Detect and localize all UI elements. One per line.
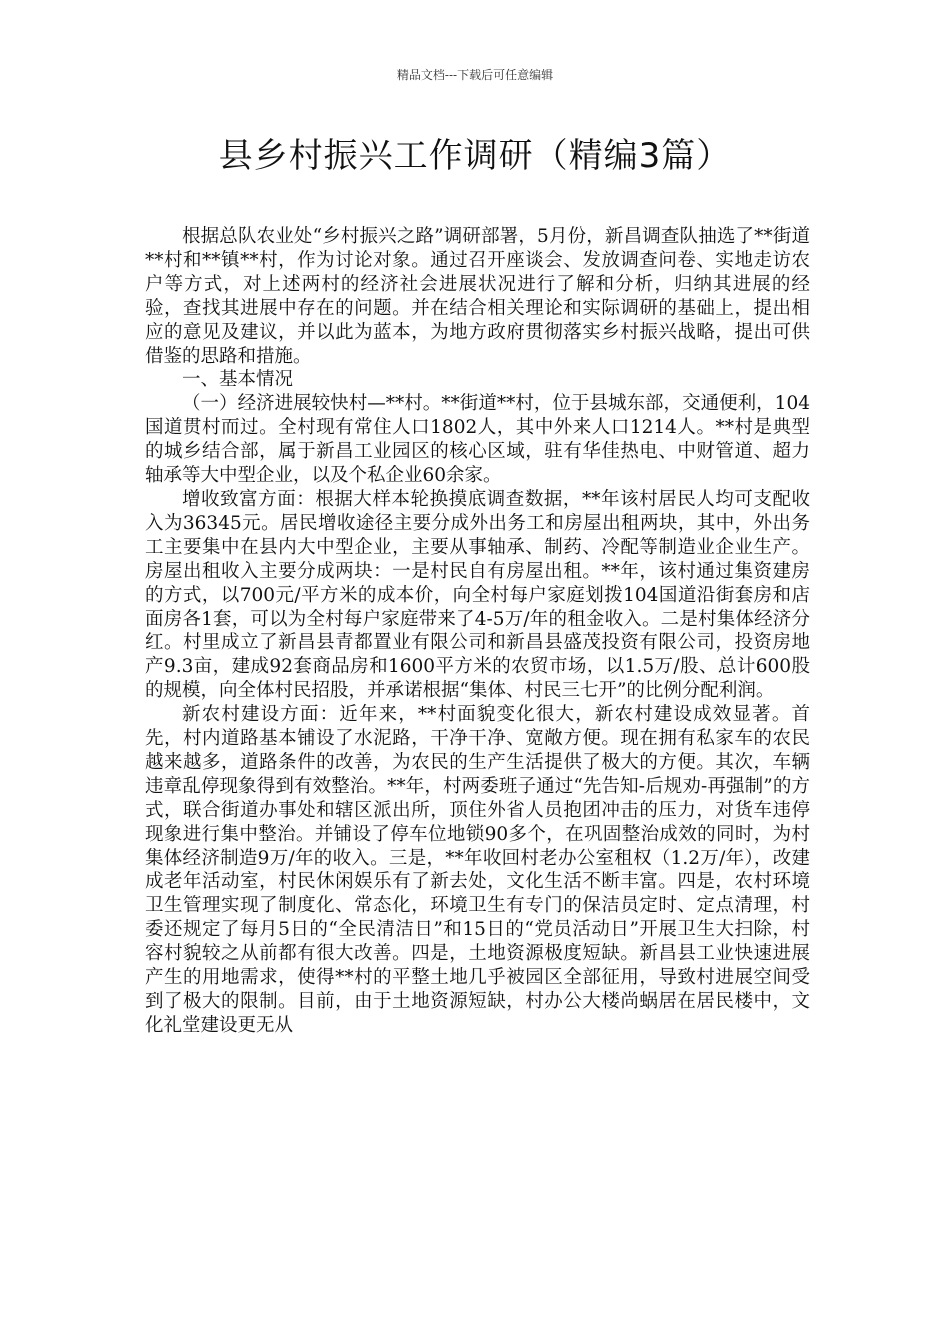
paragraph: （一）经济进展较快村—**村。**街道**村，位于县城东部，交通便利，104国道贯村而过。全村现有常住人口1802人，其中外来人口1214人。**村是典型的城乡结合部，属于新昌工业园区的核心区域，驻有华佳热电、中财管道、超力轴承等大中型企业，以及个私企业60余家。 [145, 393, 810, 487]
section-heading: 一、基本情况 [182, 369, 294, 391]
document-title: 县乡村振兴工作调研（精编3篇） [218, 136, 732, 176]
paragraph: 根据总队农业处“乡村振兴之路”调研部署，5月份，新昌调查队抽选了**街道**村和**镇**村，作为讨论对象。通过召开座谈会、发放调查问卷、实地走访农户等方式，对上述两村的经济社会进展状况进行了解和分析，归纳其进展的经验，查找其进展中存在的问题。并在结合相关理论和实际调研的基础上，提出相应的意见及建议，并以此为蓝本，为地方政府贯彻落实乡村振兴战略，提出可供借鉴的思路和措施。 [145, 226, 810, 367]
header-note: 精品文档---下载后可任意编辑 [396, 68, 554, 82]
document-body [145, 225, 810, 1038]
paragraph: 增收致富方面：根据大样本轮换摸底调查数据，**年该村居民人均可支配收入为36345元。居民增收途径主要分成外出务工和房屋出租两块，其中，外出务工主要集中在县内大中型企业，主要从事轴承、制药、冷配等制造业企业生产。房屋出租收入主要分成两块：一是村民自有房屋出租。**年，该村通过集资建房的方式，以700元/平方米的成本价，向全村每户家庭划拨104国道沿街套房和店面房各1套，可以为全村每户家庭带来了4-5万/年的租金收入。二是村集体经济分红。村里成立了新昌县青都置业有限公司和新昌县盛茂投资有限公司，投资房地产9.3亩，建成92套商品房和1600平方米的农贸市场，以1.5万/股、总计600股的规模，向全体村民招股，并承诺根据“集体、村民三七开”的比例分配利润。 [145, 488, 810, 702]
paragraph: 新农村建设方面：近年来，**村面貌变化很大，新农村建设成效显著。首先，村内道路基本铺设了水泥路，干净干净、宽敞方便。现在拥有私家车的农民越来越多，道路条件的改善，为农民的生产生活提供了极大的方便。其次，车辆违章乱停现象得到有效整治。**年，村两委班子通过“先告知-后规劝-再强制”的方式，联合街道办事处和辖区派出所，顶住外省人员抱团冲击的压力，对货车违停现象进行集中整治。并铺设了停车位地锁90多个，在巩固整治成效的同时，为村集体经济制造9万/年的收入。三是，**年收回村老办公室租权（1.2万/年），改建成老年活动室，村民休闲娱乐有了新去处，文化生活不断丰富。四是，农村环境卫生管理实现了制度化、常态化，环境卫生有专门的保洁员定时、定点清理，村委还规定了每月5日的“全民清洁日”和15日的“党员活动日”开展卫生大扫除，村容村貌较之从前都有很大改善。四是，土地资源极度短缺。新昌县工业快速进展产生的用地需求，使得**村的平整土地几乎被园区全部征用，导致村进展空间受到了极大的限制。目前，由于土地资源短缺，村办公大楼尚蜗居在居民楼中，文化礼堂建设更无从 [145, 704, 810, 1036]
